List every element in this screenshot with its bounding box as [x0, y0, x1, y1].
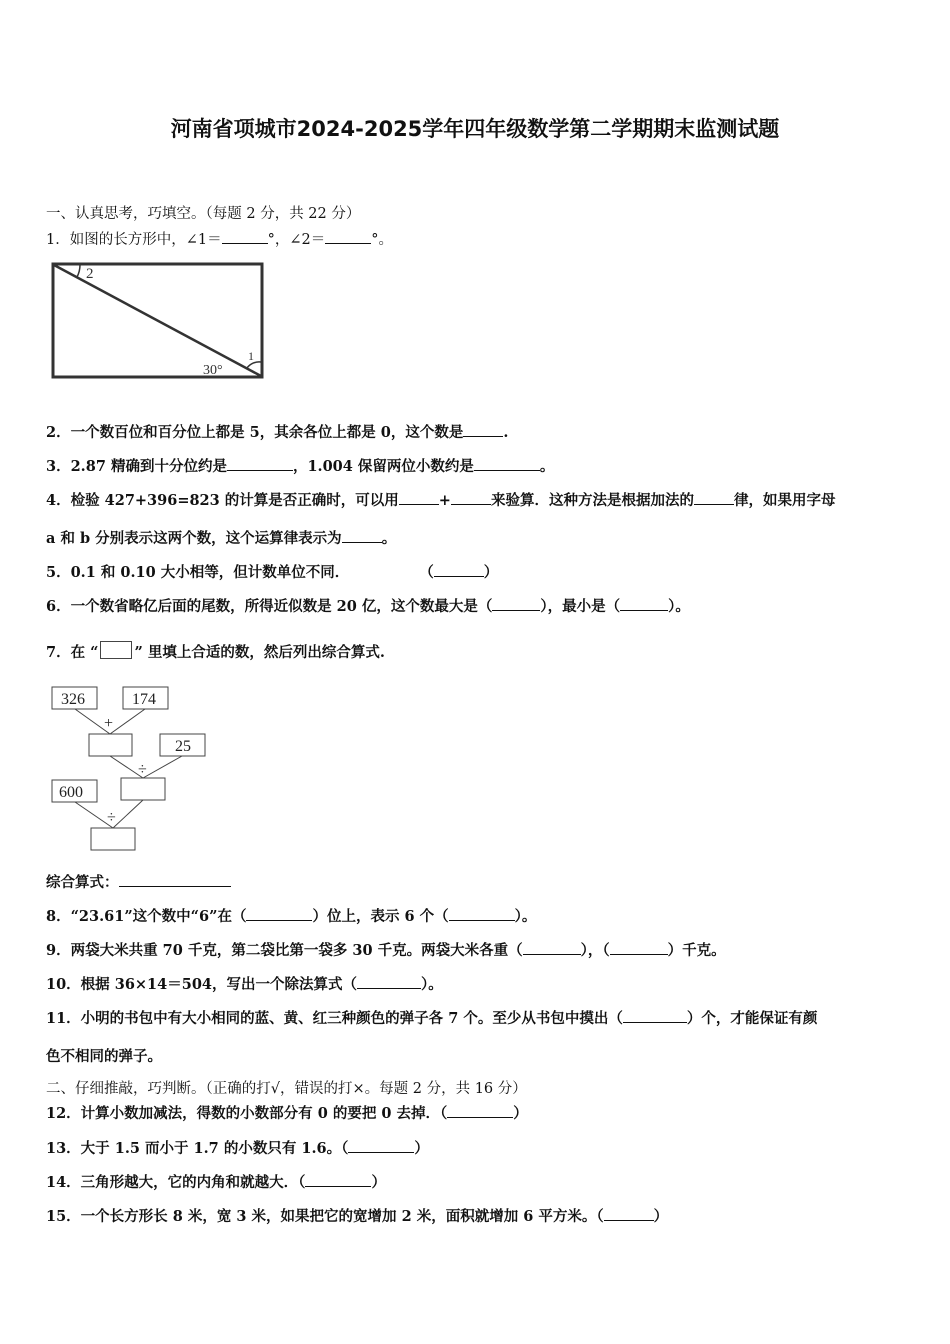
answer-blank[interactable] [305, 1172, 371, 1187]
answer-blank[interactable] [623, 1008, 687, 1023]
angle-1-label: 1 [248, 349, 254, 363]
tree-answer-box[interactable] [91, 828, 135, 850]
tree-number-600: 600 [59, 784, 83, 801]
question-2: 2．一个数百位和百分位上都是 5，其余各位上都是 0，这个数是 . [46, 424, 509, 441]
answer-blank[interactable] [610, 940, 668, 955]
answer-blank[interactable] [246, 906, 312, 921]
question-4: 4．检验 427+396=823 的计算是否正确时，可以用 + 来验算．这种方法是根据加法的 律，如果用字母 [46, 492, 836, 509]
section1-heading: 一、认真思考，巧填空。（每题 2 分，共 22 分） [46, 206, 361, 222]
answer-blank[interactable] [357, 974, 421, 989]
section2-heading: 二、仔细推敲，巧判断。（正确的打√，错误的打×。每题 2 分，共 16 分） [46, 1081, 527, 1097]
question-8: 8．“23.61”这个数中“6”在（ ）位上，表示 6 个（ ）。 [46, 908, 537, 925]
rectangle-diagram [50, 258, 270, 384]
tree-number-326: 326 [61, 691, 85, 708]
question-6: 6．一个数省略亿后面的尾数，所得近似数是 20 亿，这个数最大是（ ），最小是（ ）。 [46, 598, 690, 615]
answer-blank[interactable] [434, 562, 484, 577]
question-11-cont: 色不相同的弹子。 [46, 1048, 162, 1065]
tree-answer-box[interactable] [121, 778, 165, 800]
answer-blank[interactable] [463, 422, 503, 437]
answer-blank[interactable] [119, 872, 231, 887]
question-4-cont: a 和 b 分别表示这两个数，这个运算律表示为 。 [46, 530, 397, 547]
question-10: 10．根据 36×14＝504，写出一个除法算式（ ）。 [46, 976, 443, 993]
question-15: 15．一个长方形长 8 米，宽 3 米，如果把它的宽增加 2 米，面积就增加 6 平方米。（ ） [46, 1208, 669, 1225]
divide-operator: ÷ [107, 809, 116, 826]
answer-blank[interactable] [449, 906, 515, 921]
answer-blank[interactable] [451, 490, 491, 505]
tree-answer-box[interactable] [89, 734, 132, 756]
answer-blank[interactable] [492, 596, 540, 611]
question-1: 1．如图的长方形中，∠1＝ °，∠2＝ °。 [46, 228, 393, 249]
answer-blank[interactable] [325, 229, 371, 244]
calculation-tree [48, 684, 213, 854]
answer-blank[interactable] [604, 1206, 654, 1221]
answer-blank[interactable] [523, 940, 581, 955]
question-7: 7．在 “ ” 里填上合适的数，然后列出综合算式. [46, 641, 385, 662]
question-13: 13．大于 1.5 而小于 1.7 的小数只有 1.6。（ ） [46, 1140, 429, 1157]
plus-operator: + [104, 715, 114, 732]
combined-formula: 综合算式： [46, 871, 231, 892]
page-title: 河南省项城市2024-2025学年四年级数学第二学期期末监测试题 [170, 117, 780, 141]
tree-number-25: 25 [175, 738, 191, 755]
question-14: 14．三角形越大，它的内角和就越大．（ ） [46, 1174, 386, 1191]
angle-30-label: 30° [203, 363, 223, 378]
tree-number-174: 174 [132, 691, 156, 708]
question-5: 5．0.1 和 0.10 大小相等，但计数单位不同． （ ） [46, 564, 499, 581]
answer-blank[interactable] [447, 1103, 513, 1118]
answer-blank[interactable] [227, 456, 293, 471]
answer-blank[interactable] [348, 1138, 414, 1153]
question-12: 12．计算小数加减法，得数的小数部分有 0 的要把 0 去掉．（ ） [46, 1105, 528, 1122]
question-11: 11．小明的书包中有大小相同的蓝、黄、红三种颜色的弹子各 7 个。至少从书包中摸出（ ）个，才能保证有颜 [46, 1010, 818, 1027]
question-3: 3．2.87 精确到十分位约是 ，1.004 保留两位小数约是 。 [46, 458, 555, 475]
inline-box-icon [100, 641, 132, 659]
answer-blank[interactable] [474, 456, 540, 471]
answer-blank[interactable] [399, 490, 439, 505]
answer-blank[interactable] [620, 596, 668, 611]
answer-blank[interactable] [222, 229, 268, 244]
divide-operator: ÷ [138, 761, 147, 778]
answer-blank[interactable] [342, 528, 382, 543]
question-9: 9．两袋大米共重 70 千克，第二袋比第一袋多 30 千克。两袋大米各重（ ），（ ）千克。 [46, 942, 726, 959]
answer-blank[interactable] [694, 490, 734, 505]
angle-2-label: 2 [86, 266, 94, 282]
